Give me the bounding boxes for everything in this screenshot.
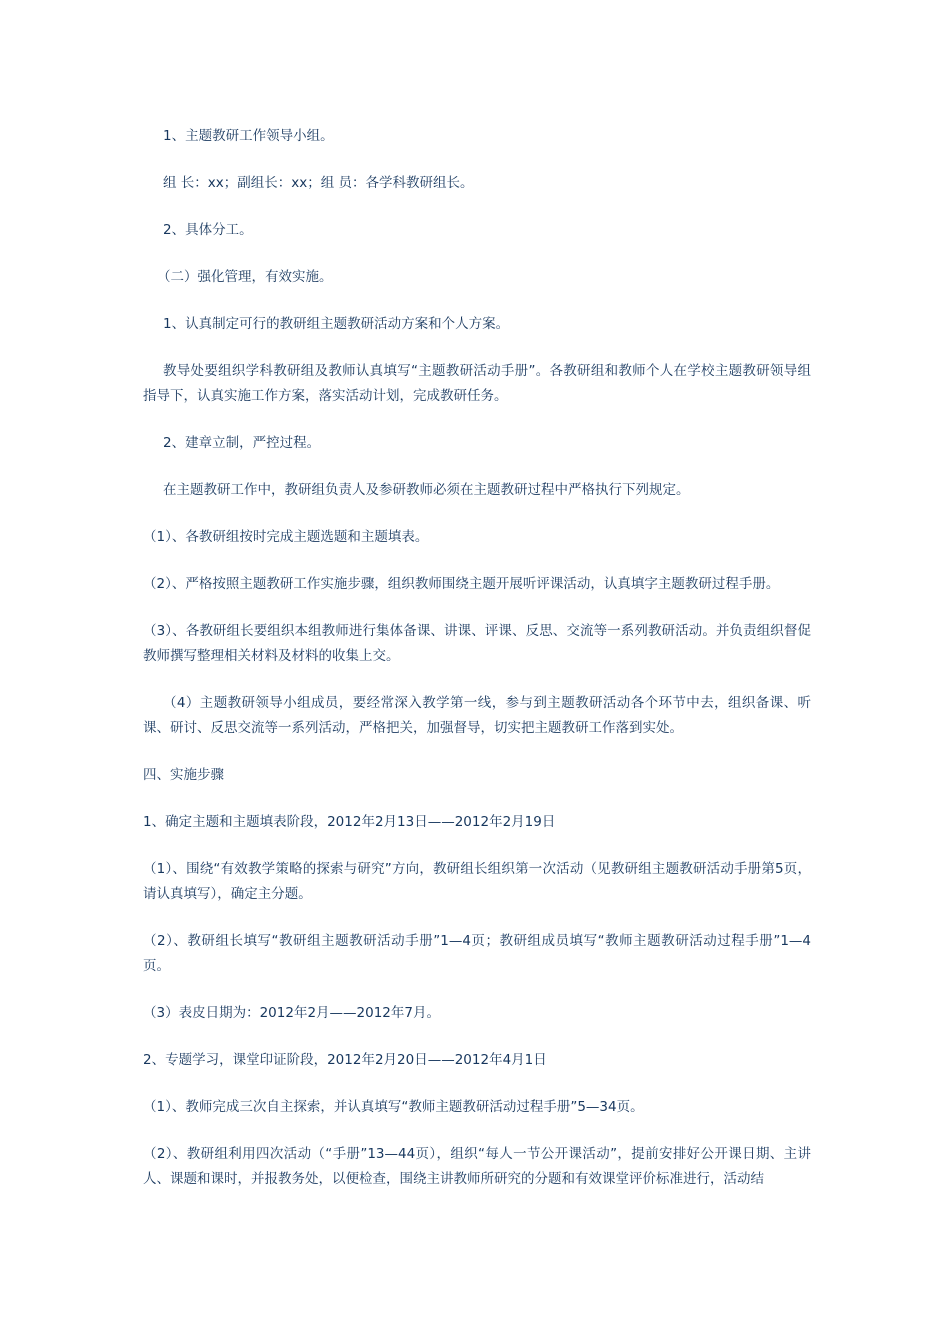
paragraph-plan: 1、认真制定可行的教研组主题教研活动方案和个人方案。 bbox=[163, 316, 510, 332]
step-1-heading: 1、确定主题和主题填表阶段，2012年2月13日——2012年2月19日 bbox=[143, 814, 556, 830]
section-heading-management: （二）强化管理，有效实施。 bbox=[157, 269, 333, 285]
document-body bbox=[143, 124, 811, 1214]
step-1-item-1: （1）、围绕“有效教学策略的探索与研究”方向，教研组长组织第一次活动（见教研组主题教研活动手册第5页，请认真填写），确定主分题。 bbox=[143, 861, 811, 902]
step-2-item-2: （2）、教研组利用四次活动（“手册”13—44页），组织“每人一节公开课活动”，提前安排好公开课日期、主讲人、课题和课时，并报教务处，以便检查，围绕主讲教师所研究的分题和有效课堂评价标准进行，活动结 bbox=[143, 1146, 811, 1187]
step-1-item-2: （2）、教研组长填写“教研组主题教研活动手册”1—4页；教研组成员填写“教师主题教研活动过程手册”1—4页。 bbox=[143, 933, 811, 974]
list-item-1: （1）、各教研组按时完成主题选题和主题填表。 bbox=[143, 529, 429, 545]
step-2-item-1: （1）、教师完成三次自主探索，并认真填写“教师主题教研活动过程手册”5—34页。 bbox=[143, 1099, 644, 1115]
paragraph-rules: 2、建章立制，严控过程。 bbox=[163, 435, 321, 451]
list-item-2: （2）、严格按照主题教研工作实施步骤，组织教师围绕主题开展听评课活动，认真填字主题教研过程手册。 bbox=[143, 576, 780, 592]
list-item-4: （4）主题教研领导小组成员，要经常深入教学第一线，参与到主题教研活动各个环节中去，组织备课、听课、研讨、反思交流等一系列活动，严格把关，加强督导，切实把主题教研工作落到实处。 bbox=[143, 695, 811, 736]
paragraph-regulations-intro: 在主题教研工作中，教研组负责人及参研教师必须在主题教研过程中严格执行下列规定。 bbox=[163, 482, 690, 498]
paragraph-leadership-group: 1、主题教研工作领导小组。 bbox=[163, 128, 334, 144]
section-heading-steps: 四、实施步骤 bbox=[143, 767, 224, 783]
list-item-3: （3）、各教研组长要组织本组教师进行集体备课、讲课、评课、反思、交流等一系列教研活动。并负责组织督促教师撰写整理相关材料及材料的收集上交。 bbox=[143, 623, 811, 664]
step-1-item-3: （3）表皮日期为：2012年2月——2012年7月。 bbox=[143, 1005, 440, 1021]
paragraph-handbook: 教导处要组织学科教研组及教师认真填写“主题教研活动手册”。各教研组和教师个人在学校主题教研领导组指导下，认真实施工作方案，落实活动计划，完成教研任务。 bbox=[143, 363, 811, 404]
paragraph-division-of-work: 2、具体分工。 bbox=[163, 222, 253, 238]
step-2-heading: 2、专题学习，课堂印证阶段，2012年2月20日——2012年4月1日 bbox=[143, 1052, 547, 1068]
paragraph-group-members: 组 长：xx；副组长：xx；组 员：各学科教研组长。 bbox=[163, 175, 474, 191]
